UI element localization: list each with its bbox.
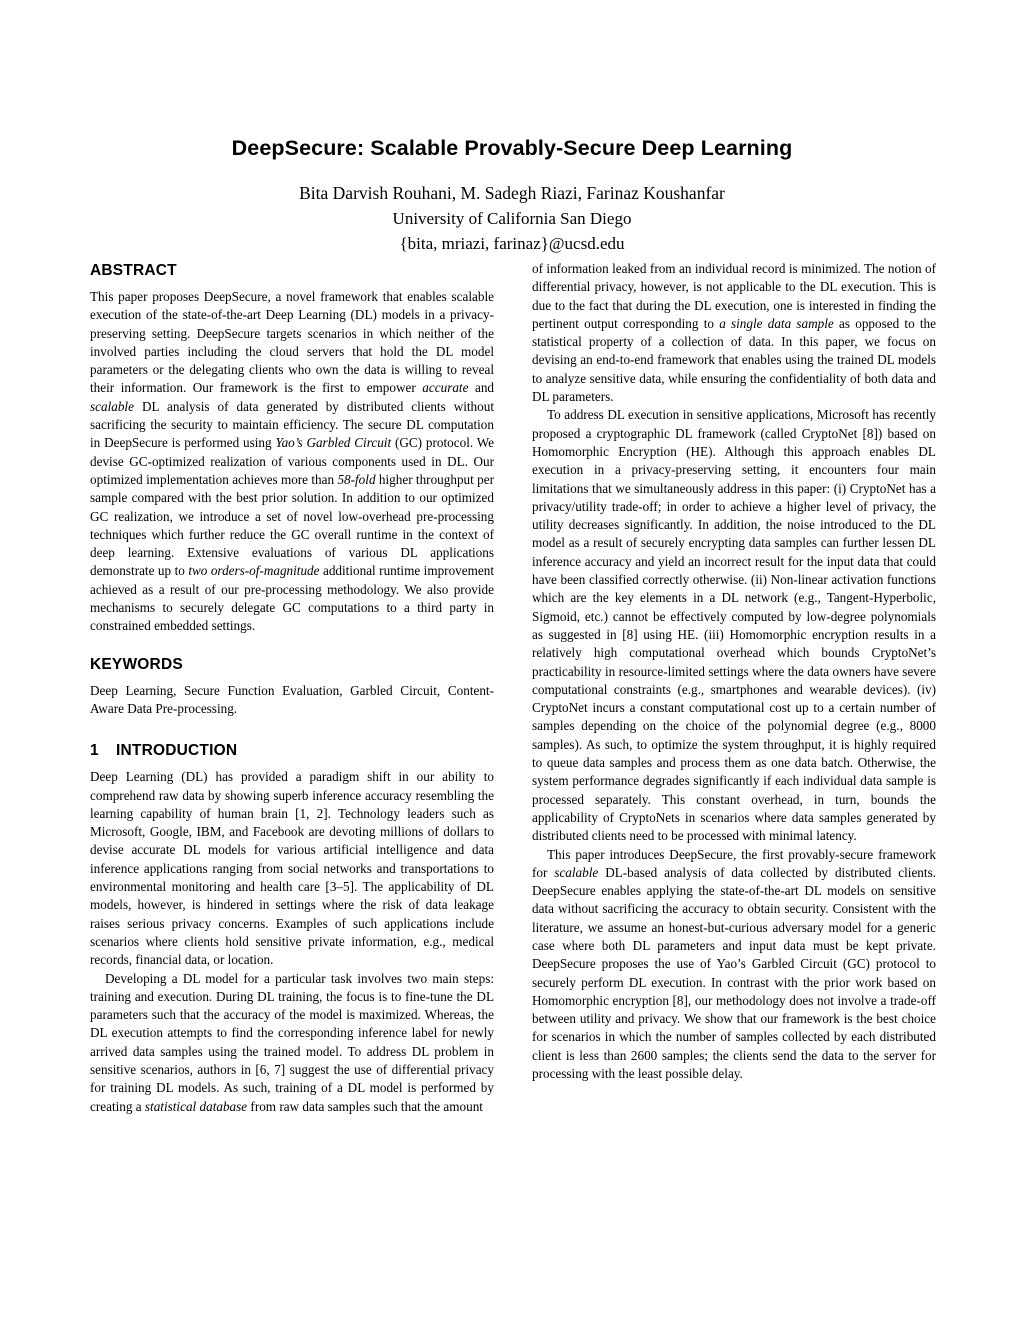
abstract-heading: ABSTRACT	[90, 262, 177, 279]
left-column	[90, 260, 494, 1116]
intro-paragraph-2: Developing a DL model for a particular task involves two main steps: training and execution. During DL training, the focus is to fine-tune the DL parameters such that the accuracy of the model is maximized. Whereas, the DL execution attempts to find the corresponding inference label for newly arrived data samples using the trained model. To address DL problem in sensitive scenarios, authors in [6, 7] suggest the use of differential privacy for training DL models. As such, training of a DL model is performed by creating a statistical database from raw data samples such that the amount	[90, 970, 494, 1114]
author-names: Bita Darvish Rouhani, M. Sadegh Riazi, Farinaz Koushanfar	[299, 183, 725, 203]
keywords-heading: KEYWORDS	[90, 655, 183, 673]
paper-header	[0, 136, 1024, 255]
section-number: 1	[90, 742, 99, 760]
introduction-heading	[90, 742, 494, 760]
keywords-paragraph: Deep Learning, Secure Function Evaluation, Garbled Circuit, Content-Aware Data Pre-processing.	[90, 682, 494, 716]
paper-title: DeepSecure: Scalable Provably-Secure Deep Learning	[231, 136, 793, 160]
author-affiliation: University of California San Diego	[392, 209, 632, 228]
two-column-body	[90, 260, 936, 1116]
right-paragraph-2: To address DL execution in sensitive applications, Microsoft has recently proposed a cryptographic DL framework (called CryptoNet [8]) based on Homomorphic Encryption (HE). Although this approach enables DL execution in a privacy-preserving setting, it encounters four main limitations that we simultaneously address in this paper: (i) CryptoNet has a privacy/utility trade-off; in order to achieve a higher level of privacy, the utility decreases significantly. In addition, the noise introduced to the DL model as a result of securely encrypting data samples can further lessen DL inference accuracy and yield an incorrect result for the input data that could have been classified correctly otherwise. (ii) Non-linear activation functions which are the key elements in a DL network (e.g., Tangent-Hyperbolic, Sigmoid, etc.) cannot be effectively computed by low-degree polynomials as suggested in [8] using HE. (iii) Homomorphic encryption results in a relatively high computational overhead which bounds CryptoNet’s practicability in resource-limited settings where the data owners have severe computational constraints (e.g., smartphones and wearable devices). (iv) CryptoNet incurs a constant computational cost up to a certain number of samples depending on the choice of the polynomial degree (e.g., 8000 samples). As such, to optimize the system throughput, it is highly required to queue data samples and process them as one data batch. Otherwise, the system performance degrades significantly if each individual data sample is processed separately. This constant overhead, in turn, bounds the applicability of CryptoNets in scenarios where data samples generated by distributed clients need to be processed with minimal latency.	[532, 407, 936, 844]
right-paragraph-1: of information leaked from an individual record is minimized. The notion of differential privacy, however, is not applicable to the DL execution. This is due to the fact that during the DL execution, one is interested in finding the pertinent output corresponding to a single data sample as opposed to the statistical property of a collection of data. In this paper, we focus on devising an end-to-end framework that enables using the trained DL models to analyze sensitive data, while ensuring the confidentiality of both data and DL parameters.	[532, 261, 936, 405]
abstract-paragraph: This paper proposes DeepSecure, a novel framework that enables scalable execution of the state-of-the-art Deep Learning (DL) models in a privacy-preserving setting. DeepSecure targets scenarios in which neither of the involved parties including the cloud servers that hold the DL model parameters or the delegating clients who own the data is willing to reveal their information. Our framework is the first to empower accurate and scalable DL analysis of data generated by distributed clients without sacrificing the security to maintain efficiency. The secure DL computation in DeepSecure is performed using Yao’s Garbled Circuit (GC) protocol. We devise GC-optimized realization of various components used in DL. Our optimized implementation achieves more than 58-fold higher throughput per sample compared with the best prior solution. In addition to our optimized GC realization, we introduce a set of novel low-overhead pre-processing techniques which further reduce the GC overall runtime in the context of deep learning. Extensive evaluations of various DL applications demonstrate up to two orders-of-magnitude additional runtime improvement achieved as a result of our pre-processing methodology. We also provide mechanisms to securely delegate GC computations to a third party in constrained embedded settings.	[90, 289, 495, 634]
right-paragraph-3: This paper introduces DeepSecure, the first provably-secure framework for scalable DL-based analysis of data collected by distributed clients. DeepSecure enables applying the state-of-the-art DL models on sensitive data without sacrificing the accuracy to obtain security. Consistent with the literature, we assume an honest-but-curious adversary model for a generic case where both DL parameters and input data must be kept private. DeepSecure proposes the use of Yao’s Garbled Circuit (GC) protocol to securely perform DL execution. In contrast with the prior work based on Homomorphic encryption [8], our methodology does not involve a trade-off between utility and privacy. We show that our framework is the best choice for scenarios in which the number of samples collected by each distributed client is less than 2600 samples; the clients send the data to the server for processing with the least possible delay.	[532, 846, 936, 1082]
right-column	[532, 260, 936, 1083]
intro-paragraph-1: Deep Learning (DL) has provided a paradigm shift in our ability to comprehend raw data by showing superb inference accuracy resembling the learning capability of human brain [1, 2]. Technology leaders such as Microsoft, Google, IBM, and Facebook are devoting millions of dollars to devise accurate DL models for various artificial intelligence and data inference applications ranging from social networks and transportations to environmental monitoring and health care [3–5]. The applicability of DL models, however, is hindered in settings where the risk of data leakage raises serious privacy concerns. Examples of such applications include scenarios where clients hold sensitive private information, e.g., medical records, financial data, or location.	[90, 769, 494, 968]
author-email: {bita, mriazi, farinaz}@ucsd.edu	[399, 234, 625, 254]
section-title: INTRODUCTION	[116, 742, 238, 760]
